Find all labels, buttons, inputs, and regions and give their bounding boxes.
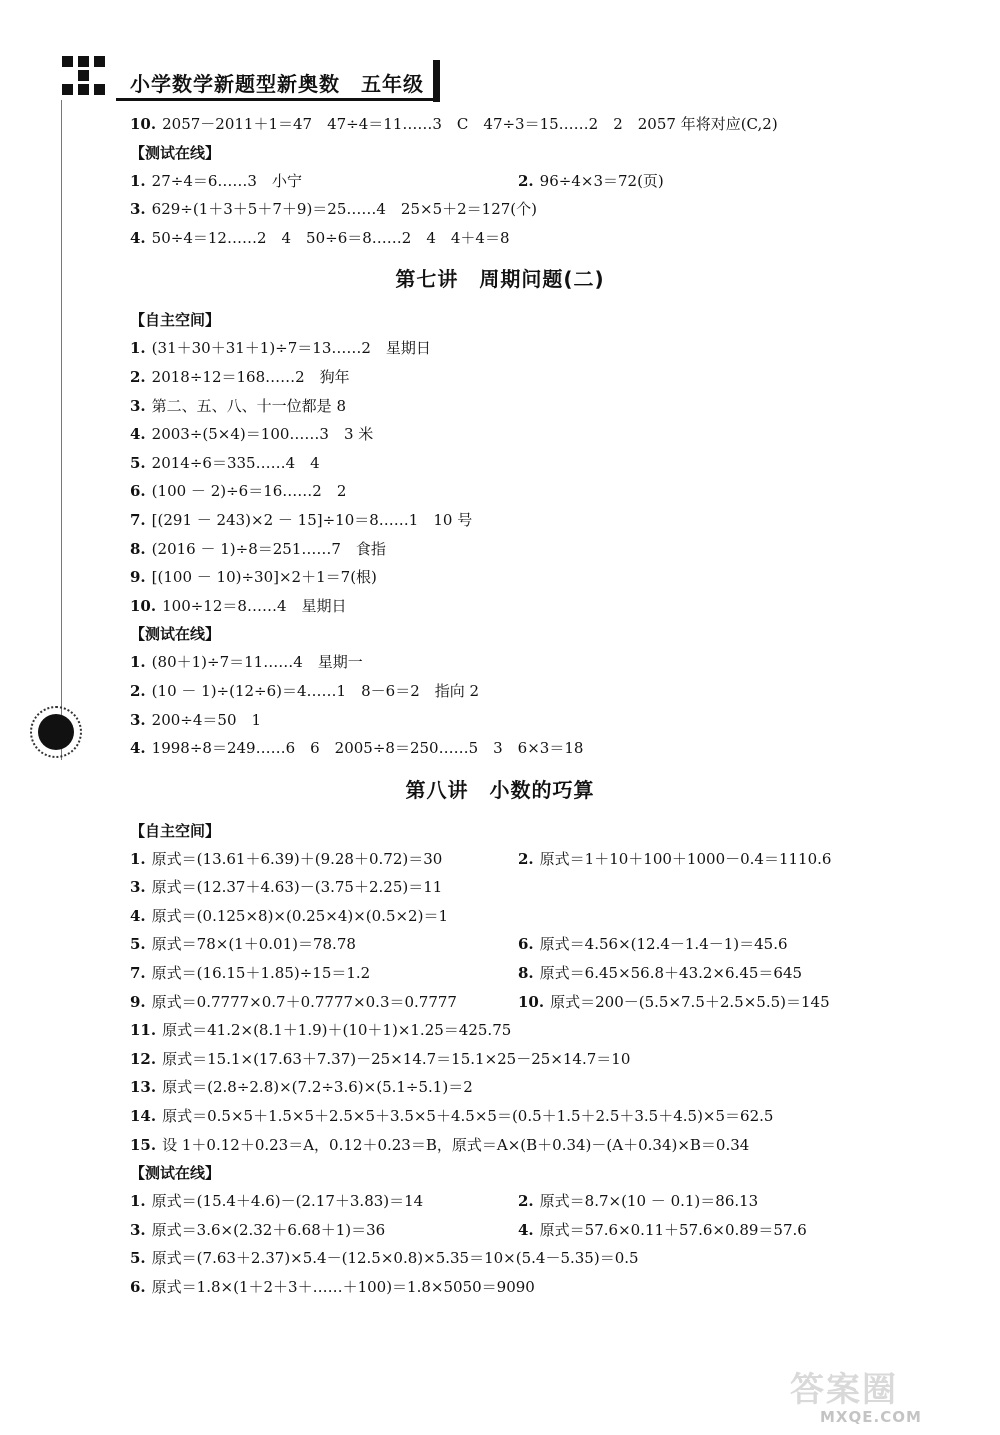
list-item: 8. (2016 － 1)÷8＝251……7 食指 — [130, 539, 386, 558]
list-item: 6. 原式＝1.8×(1＋2＋3＋……＋100)＝1.8×5050＝9090 — [130, 1278, 535, 1296]
title-end-bar — [433, 60, 440, 102]
answer-content — [130, 110, 870, 1302]
watermark-logo: 答案圈 MXQE.COM — [790, 1370, 922, 1426]
section-header: 【自主空间】 — [130, 821, 221, 840]
list-item: 5. 2014÷6＝335……4 4 — [130, 453, 320, 472]
list-item: 3. 第二、五、八、十一位都是 8 — [130, 396, 346, 415]
list-item: 4. 1998÷8＝249……6 6 2005÷8＝250……5 3 6×3＝18 — [130, 739, 584, 758]
list-item: 7. 原式＝(16.15＋1.85)÷15＝1.2 8. 原式＝6.45×56.8＋43.2×6.45＝645 — [130, 964, 803, 983]
list-item: 2. (10 － 1)÷(12÷6)＝4……1 8－6＝2 指向 2 — [130, 681, 480, 700]
list-item: 1. 27÷4＝6……3 小宁 2. 96÷4×3＝72(页) — [130, 171, 664, 190]
list-item: 11. 原式＝41.2×(8.1＋1.9)＋(10＋1)×1.25＝425.75 — [130, 1021, 512, 1040]
section-header: 【测试在线】 — [130, 1164, 221, 1183]
list-item: 1. (31＋30＋31＋1)÷7＝13……2 星期日 — [130, 339, 431, 358]
list-item: 13. 原式＝(2.8÷2.8)×(7.2÷3.6)×(5.1÷5.1)＝2 — [130, 1078, 473, 1097]
list-item: 1. (80＋1)÷7＝11……4 星期一 — [130, 653, 363, 672]
list-item: 1. 原式＝(13.61＋6.39)＋(9.28＋0.72)＝30 2. 原式＝1＋10＋100＋1000－0.4＝1110.6 — [130, 849, 832, 868]
list-item: 5. 原式＝78×(1＋0.01)＝78.78 6. 原式＝4.56×(12.4－1.4－1)＝45.6 — [130, 935, 788, 954]
section-header: 【测试在线】 — [130, 625, 221, 644]
section-header: 【测试在线】 — [130, 143, 221, 162]
list-item: 3. 原式＝3.6×(2.32＋6.68＋1)＝36 4. 原式＝57.6×0.11＋57.6×0.89＝57.6 — [130, 1220, 807, 1239]
section-header: 【自主空间】 — [130, 311, 221, 330]
list-item: 7. [(291 － 243)×2 － 15]÷10＝8……1 10 号 — [130, 510, 473, 529]
list-item: 9. 原式＝0.7777×0.7＋0.7777×0.3＝0.7777 10. 原式＝200－(5.5×7.5＋2.5×5.5)＝145 — [130, 992, 830, 1011]
margin-line — [61, 100, 62, 760]
list-item: 3. 原式＝(12.37＋4.63)－(3.75＋2.25)＝11 — [130, 878, 443, 897]
page-title: 小学数学新题型新奥数 五年级 — [130, 72, 424, 96]
page-header — [0, 0, 1000, 110]
list-item: 9. [(100 － 10)÷30]×2＋1＝7(根) — [130, 568, 377, 587]
list-item: 3. 629÷(1＋3＋5＋7＋9)＝25……4 25×5＋2＝127(个) — [130, 200, 538, 219]
list-item: 10. 100÷12＝8……4 星期日 — [130, 596, 347, 615]
list-item: 12. 原式＝15.1×(17.63＋7.37)－25×14.7＝15.1×25－25×14.7＝10 — [130, 1049, 631, 1068]
chapter-title: 第七讲 周期问题(二) — [395, 267, 605, 292]
grid-logo-icon — [62, 56, 106, 100]
list-item: 4. 原式＝(0.125×8)×(0.25×4)×(0.5×2)＝1 — [130, 906, 448, 925]
list-item: 2. 2018÷12＝168……2 狗年 — [130, 367, 350, 386]
list-item: 15. 设 1＋0.12＋0.23＝A，0.12＋0.23＝B，原式＝A×(B＋0.34)－(A＋0.34)×B＝0.34 — [130, 1135, 750, 1154]
chapter-title: 第八讲 小数的巧算 — [405, 777, 595, 802]
list-item: 1. 原式＝(15.4＋4.6)－(2.17＋3.83)＝14 2. 原式＝8.7×(10 － 0.1)＝86.13 — [130, 1192, 759, 1211]
list-item: 3. 200÷4＝50 1 — [130, 710, 262, 729]
list-item: 4. 2003÷(5×4)＝100……3 3 米 — [130, 425, 374, 444]
list-item: 6. (100 － 2)÷6＝16……2 2 — [130, 482, 347, 501]
list-item: 5. 原式＝(7.63＋2.37)×5.4－(12.5×0.8)×5.35＝10×(5.4－5.35)＝0.5 — [130, 1249, 639, 1268]
list-item: 10. 2057－2011＋1＝47 47÷4＝11……3 C 47÷3＝15……2 2 2057 年将对应(C,2) — [130, 115, 778, 133]
margin-circle-icon — [30, 706, 82, 758]
list-item: 14. 原式＝0.5×5＋1.5×5＋2.5×5＋3.5×5＋4.5×5＝(0.5＋1.5＋2.5＋3.5＋4.5)×5＝62.5 — [130, 1107, 774, 1126]
list-item: 4. 50÷4＝12……2 4 50÷6＝8……2 4 4＋4＝8 — [130, 228, 510, 247]
title-underline — [116, 98, 436, 101]
